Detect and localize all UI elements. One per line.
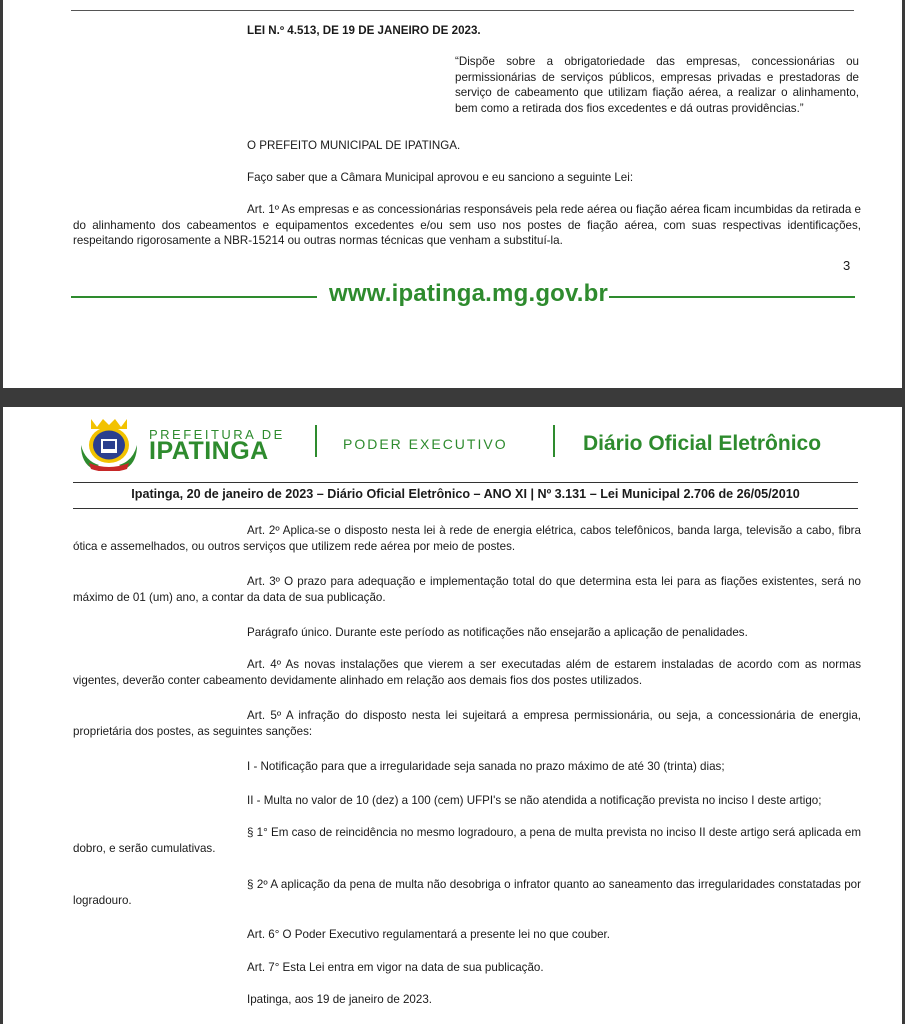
prefeito-line: O PREFEITO MUNICIPAL DE IPATINGA.: [247, 139, 461, 152]
footer-rule-left: [71, 296, 317, 298]
article-3: Art. 3º O prazo para adequação e implementação total do que determina esta lei para as fiações existentes, será no máximo de 01 (um) ano, a contar da data de sua publicação.: [73, 575, 861, 604]
page-number: 3: [843, 258, 851, 273]
article-6: Art. 6° O Poder Executivo regulamentará a presente lei no que couber.: [247, 928, 610, 941]
law-ementa: “Dispõe sobre a obrigatoriedade das empresas, concessionárias ou permissionárias de serviços públicos, empresas privadas e prestadoras de serviço de cabeamento que utilizam fiação aérea, a realizar o alinhamento, bem como a retirada dos fios excedentes e dá outras providências.”: [455, 55, 859, 115]
article-5: Art. 5º A infração do disposto nesta lei sujeitará a empresa permissionária, ou seja, a concessionária de energia, proprietária dos postes, as seguintes sanções:: [73, 709, 861, 738]
paragrafo-unico: Parágrafo único. Durante este período as notificações não ensejarão a aplicação de penalidades.: [247, 626, 748, 639]
top-rule: [71, 10, 854, 11]
footer-rule-right: [609, 296, 855, 298]
document-page-1: [0, 0, 905, 388]
law-title: LEI N.º 4.513, DE 19 DE JANEIRO DE 2023.: [247, 24, 481, 37]
poder-executivo-label: PODER EXECUTIVO: [343, 436, 508, 452]
website-link[interactable]: www.ipatinga.mg.gov.br: [329, 280, 609, 307]
header-divider-1: [315, 425, 317, 457]
inciso-2: II - Multa no valor de 10 (dez) a 100 (cem) UFPI's se não atendida a notificação prevista no inciso I deste artigo;: [247, 794, 822, 807]
ipatinga-coat-of-arms-icon: [79, 415, 139, 471]
gazette-edition-line: Ipatinga, 20 de janeiro de 2023 – Diário Oficial Eletrônico – ANO XI | Nº 3.131 – Lei Municipal 2.706 de 26/05/2010: [131, 487, 800, 501]
document-page-2: [0, 407, 905, 1024]
closing-date: Ipatinga, aos 19 de janeiro de 2023.: [247, 993, 433, 1006]
paragraph-2: § 2º A aplicação da pena de multa não desobriga o infrator quanto ao saneamento das irregularidades constatadas por logradouro.: [73, 878, 861, 907]
faco-saber-line: Faço saber que a Câmara Municipal aprovou e eu sanciono a seguinte Lei:: [247, 171, 634, 184]
paragraph-1: § 1° Em caso de reincidência no mesmo logradouro, a pena de multa prevista no inciso II deste artigo será aplicada em dobro, e serão cumulativas.: [73, 826, 861, 855]
ipatinga-wordmark: IPATINGA: [149, 437, 269, 465]
article-2: Art. 2º Aplica-se o disposto nesta lei à rede de energia elétrica, cabos telefônicos, banda larga, televisão a cabo, fibra ótica e assemelhados, ou outros serviços que utilizem rede aérea por meio de postes.: [73, 524, 861, 553]
inciso-1: I - Notificação para que a irregularidade seja sanada no prazo máximo de até 30 (trinta) dias;: [247, 760, 725, 773]
diario-oficial-title: Diário Oficial Eletrônico: [583, 432, 822, 455]
prefeitura-label: PREFEITURA DE: [149, 427, 285, 442]
article-1: Art. 1º As empresas e as concessionárias responsáveis pela rede aérea ou fiação aérea ficam incumbidas da retirada e do alinhamento dos cabeamentos e equipamentos excedentes e/ou sem uso nos postes de fiação aérea, com suas respectivas identificações, respeitando rigorosamente a NBR-15214 ou outras normas técnicas que venham a substituí-la.: [73, 203, 861, 247]
gazette-rule-bottom: [73, 508, 858, 509]
article-7: Art. 7° Esta Lei entra em vigor na data de sua publicação.: [247, 961, 544, 974]
article-4: Art. 4º As novas instalações que vierem a ser executadas além de estarem instaladas de acordo com as normas vigentes, deverão conter cabeamento devidamente alinhado em relação aos demais fios dos postes utilizados.: [73, 658, 861, 687]
gazette-rule-top: [73, 482, 858, 483]
header-divider-2: [553, 425, 555, 457]
